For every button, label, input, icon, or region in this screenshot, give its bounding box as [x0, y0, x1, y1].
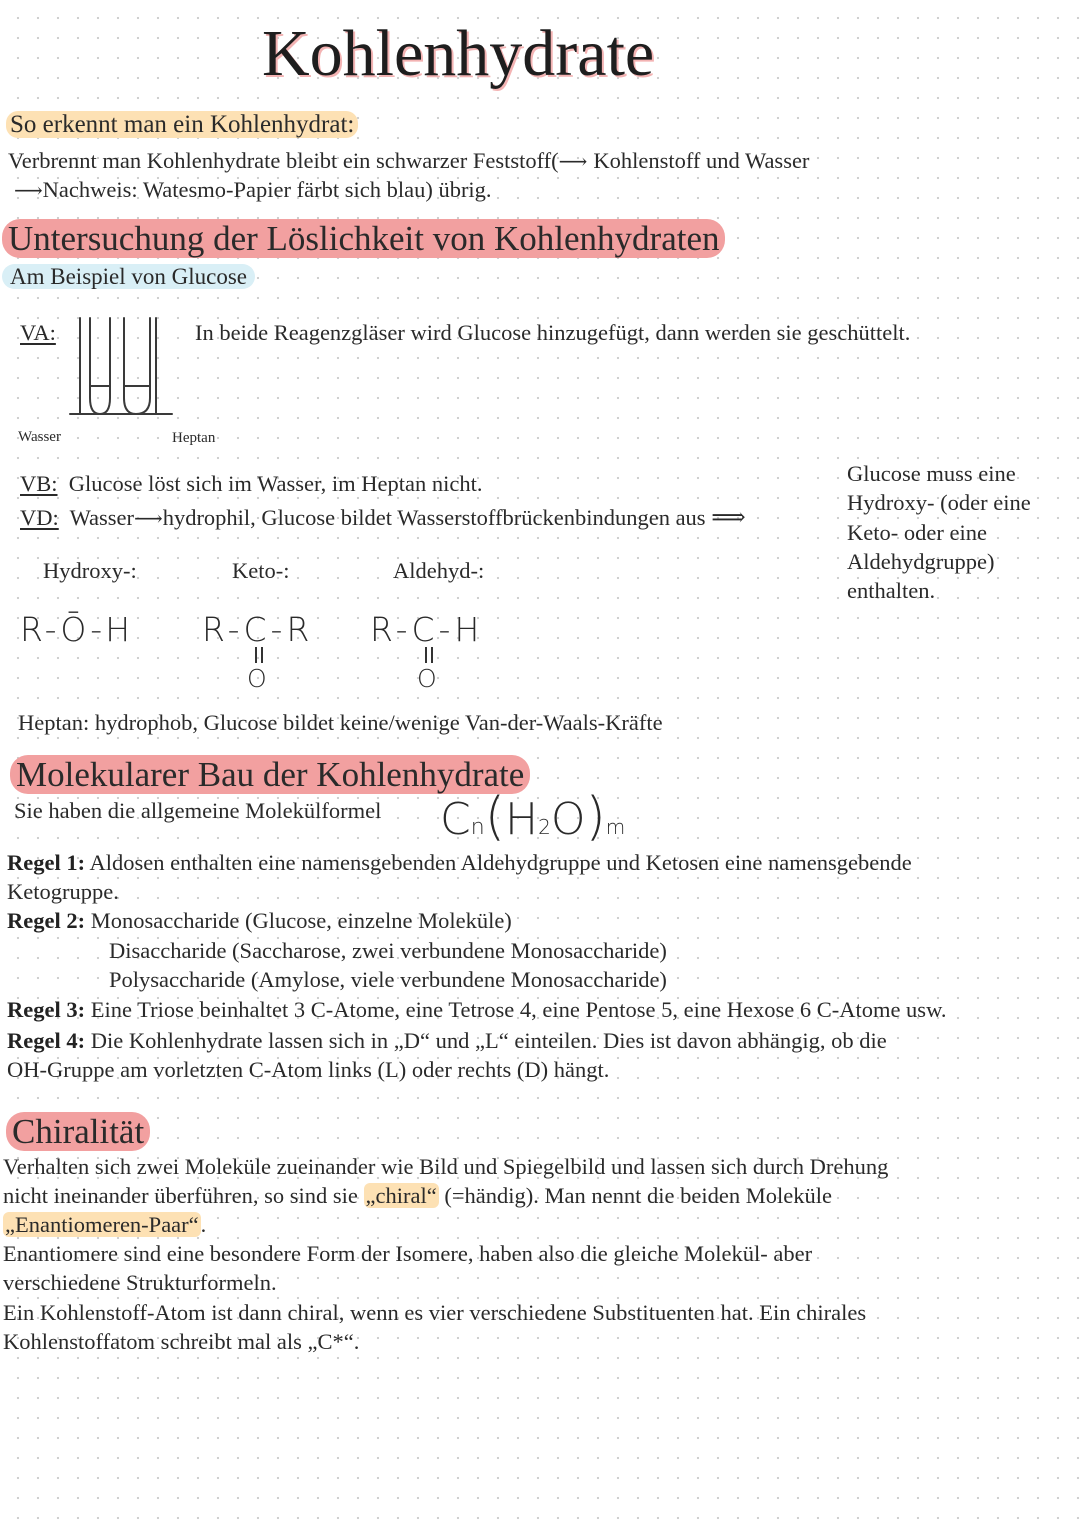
double-arrow-icon: ⟹	[711, 505, 746, 531]
heptan-text: Heptan: hydrophob, Glucose bildet keine/wenige Van-der-Waals-Kräfte	[18, 710, 663, 735]
chirality-p2-line-2: verschiedene Strukturformeln.	[3, 1270, 277, 1295]
chirality-p1-line-3: „Enantiomeren-Paar“.	[5, 1212, 207, 1237]
chirality-p2-line-1: Enantiomere sind eine besondere Form der Isomere, haben also die gleiche Molekül- aber	[3, 1241, 813, 1266]
vd-line: VD: Wasser⟶hydrophil, Glucose bildet Wasserstoffbrückenbindungen aus ⟹	[20, 505, 746, 531]
va-text: In beide Reagenzgläser wird Glucose hinzugefügt, dann werden sie geschüttelt.	[195, 320, 911, 345]
arrow-right-icon: ⟶	[134, 508, 163, 530]
test-tubes-drawing	[60, 314, 190, 434]
tube-label-water: Wasser	[18, 429, 61, 445]
chirality-heading: Chiralität	[6, 1111, 150, 1153]
rule-4-cont: OH-Gruppe am vorletzten C-Atom links (L) oder rechts (D) hängt.	[7, 1057, 610, 1082]
keto-formula: R-C-R	[202, 610, 314, 649]
solubility-subheading: Am Beispiel von Glucose	[2, 262, 255, 292]
tube-left	[90, 318, 110, 414]
rule-2-line-2: Disaccharide (Saccharose, zwei verbundene Monosaccharide)	[109, 938, 667, 963]
hydroxy-formula: R-Ō-H	[20, 610, 134, 649]
recognize-line-2: ⟶Nachweis: Watesmo-Papier färbt sich blau) übrig.	[14, 177, 492, 202]
rule-3: Regel 3: Eine Triose beinhaltet 3 C-Atome, eine Tetrose 4, eine Pentose 5, eine Hexose 6 C-Atome usw.	[7, 997, 947, 1022]
tube-label-heptan: Heptan	[172, 430, 216, 446]
molecule-formula: Cn(H2O)m	[440, 787, 626, 847]
chirality-p1-line-1: Verhalten sich zwei Moleküle zueinander wie Bild und Spiegelbild und lassen sich durch Drehung	[3, 1154, 889, 1179]
recognize-line-1: Verbrennt man Kohlenhydrate bleibt ein schwarzer Feststoff(⟶ Kohlenstoff und Wasser	[8, 148, 810, 173]
page-title: Kohlenhydrate	[262, 17, 655, 90]
arrow-right-icon: ⟶	[14, 180, 43, 202]
aldehyd-label: Aldehyd-:	[393, 558, 485, 583]
structure-intro: Sie haben die allgemeine Molekülformel	[14, 798, 382, 823]
rule-4: Regel 4: Die Kohlenhydrate lassen sich in „D“ und „L“ einteilen. Dies ist davon abhängig, ob die	[7, 1028, 887, 1053]
solubility-heading: Untersuchung der Löslichkeit von Kohlenhydraten	[2, 218, 725, 260]
aldehyd-oxygen: O	[417, 664, 437, 693]
recognize-heading: So erkennt man ein Kohlenhydrat:	[6, 110, 358, 140]
aldehyd-formula: R-C-H	[370, 610, 484, 649]
rule-1-cont: Ketogruppe.	[7, 879, 119, 904]
rule-1: Regel 1: Aldosen enthalten eine namensgebenden Aldehydgruppe und Ketosen eine namensgebende	[7, 850, 912, 875]
chirality-p1-line-2: nicht ineinander überführen, so sind sie „chiral“ (=händig). Man nennt die beiden Moleküle	[3, 1183, 832, 1208]
chirality-p3-line-2: Kohlenstoffatom schreibt mal als „C*“.	[3, 1329, 360, 1354]
arrow-right-icon: ⟶	[558, 151, 588, 173]
vb-line: VB: Glucose löst sich im Wasser, im Heptan nicht.	[20, 471, 483, 496]
hydroxy-label: Hydroxy-:	[43, 558, 137, 583]
va-label: VA:	[20, 320, 56, 345]
structure-heading: Molekularer Bau der Kohlenhydrate	[10, 754, 530, 796]
keto-label: Keto-:	[232, 558, 290, 583]
side-note: Glucose muss eine Hydroxy- (oder eine Keto- oder eine Aldehydgruppe) enthalten.	[847, 461, 1031, 604]
chirality-p3-line-1: Ein Kohlenstoff-Atom ist dann chiral, wenn es vier verschiedene Substituenten hat. Ein chirales	[3, 1300, 867, 1325]
keto-oxygen: O	[247, 664, 267, 693]
rule-2-line-3: Polysaccharide (Amylose, viele verbundene Monosaccharide)	[109, 967, 667, 992]
rule-2: Regel 2: Monosaccharide (Glucose, einzelne Moleküle)	[7, 908, 512, 933]
tube-right	[124, 318, 150, 414]
